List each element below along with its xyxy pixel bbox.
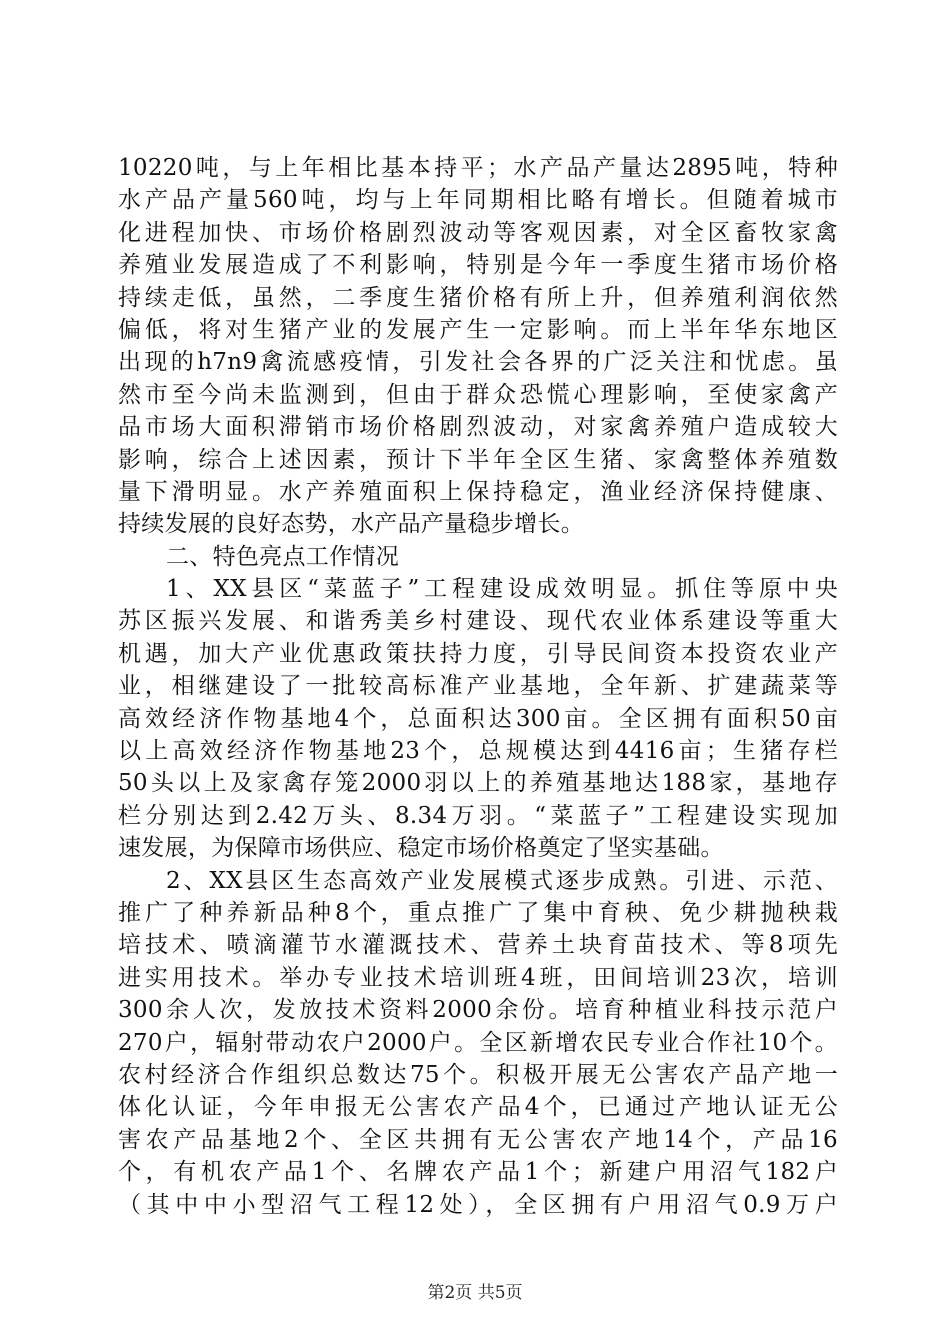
text-line: 栏分别达到2.42万头、8.34万羽。“菜蓝子”工程建设实现加	[118, 802, 838, 829]
text-line: 量下滑明显。水产养殖面积上保持稳定，渔业经济保持健康、	[118, 478, 838, 505]
text-line: 品市场大面积滞销市场价格剧烈波动，对家禽养殖户造成较大	[118, 414, 838, 441]
text-line: 速发展，为保障市场供应、稳定市场价格奠定了坚实基础。	[118, 835, 724, 862]
text-line: 270户，辐射带动农户2000户。全区新增农民专业合作社10个。	[118, 1029, 838, 1056]
text-line: 进实用技术。举办专业技术培训班4班，田间培训23次，培训	[118, 964, 838, 991]
page-footer: 第2页 共5页	[427, 1283, 523, 1303]
text-line: 以上高效经济作物基地23个，总规模达到4416亩；生猪存栏	[118, 738, 838, 765]
document-body	[118, 152, 838, 1221]
text-line: 推广了种养新品种8个，重点推广了集中育秧、免少耕抛秧栽	[118, 899, 838, 926]
text-line: （其中中小型沼气工程12处），全区拥有户用沼气0.9万户	[118, 1191, 838, 1218]
text-line: 影响，综合上述因素，预计下半年全区生猪、家禽整体养殖数	[118, 446, 838, 473]
text-line: 高效经济作物基地4个，总面积达300亩。全区拥有面积50亩	[118, 705, 838, 732]
text-line: 水产品产量560吨，均与上年同期相比略有增长。但随着城市	[118, 187, 838, 214]
text-line: 二、特色亮点工作情况	[166, 543, 399, 570]
text-line: 个，有机农产品1个、名牌农产品1个；新建户用沼气182户	[118, 1159, 838, 1186]
text-line: 业，相继建设了一批较高标准产业基地，全年新、扩建蔬菜等	[118, 673, 838, 700]
text-line: 50头以上及家禽存笼2000羽以上的养殖基地达188家，基地存	[118, 770, 838, 797]
text-line: 培技术、喷滴灌节水灌溉技术、营养土块育苗技术、等8项先	[118, 932, 838, 959]
text-line: 农村经济合作组织总数达75个。积极开展无公害农产品产地一	[118, 1061, 838, 1088]
text-line: 持续走低，虽然，二季度生猪价格有所上升，但养殖利润依然	[118, 284, 838, 311]
text-line: 出现的h7n9禽流感疫情，引发社会各界的广泛关注和忧虑。虽	[118, 349, 838, 376]
text-line: 养殖业发展造成了不利影响，特别是今年一季度生猪市场价格	[118, 252, 838, 279]
text-line: 机遇，加大产业优惠政策扶持力度，引导民间资本投资农业产	[118, 640, 838, 667]
text-line: 体化认证，今年申报无公害农产品4个，已通过产地认证无公	[118, 1094, 838, 1121]
text-line: 1、XX县区“菜蓝子”工程建设成效明显。抓住等原中央	[166, 576, 838, 603]
text-line: 偏低，将对生猪产业的发展产生一定影响。而上半年华东地区	[118, 316, 838, 343]
text-line: 持续发展的良好态势，水产品产量稳步增长。	[118, 511, 584, 538]
text-line: 10220吨，与上年相比基本持平；水产品产量达2895吨，特种	[118, 155, 838, 181]
text-line: 2、XX县区生态高效产业发展模式逐步成熟。引进、示范、	[166, 867, 838, 894]
text-line: 苏区振兴发展、和谐秀美乡村建设、现代农业体系建设等重大	[118, 608, 838, 635]
text-line: 化进程加快、市场价格剧烈波动等客观因素，对全区畜牧家禽	[118, 219, 838, 246]
text-line: 300余人次，发放技术资料2000余份。培育种植业科技示范户	[118, 997, 838, 1024]
text-line: 然市至今尚未监测到，但由于群众恐慌心理影响，至使家禽产	[118, 381, 838, 408]
text-line: 害农产品基地2个、全区共拥有无公害农产地14个，产品16	[118, 1126, 838, 1153]
